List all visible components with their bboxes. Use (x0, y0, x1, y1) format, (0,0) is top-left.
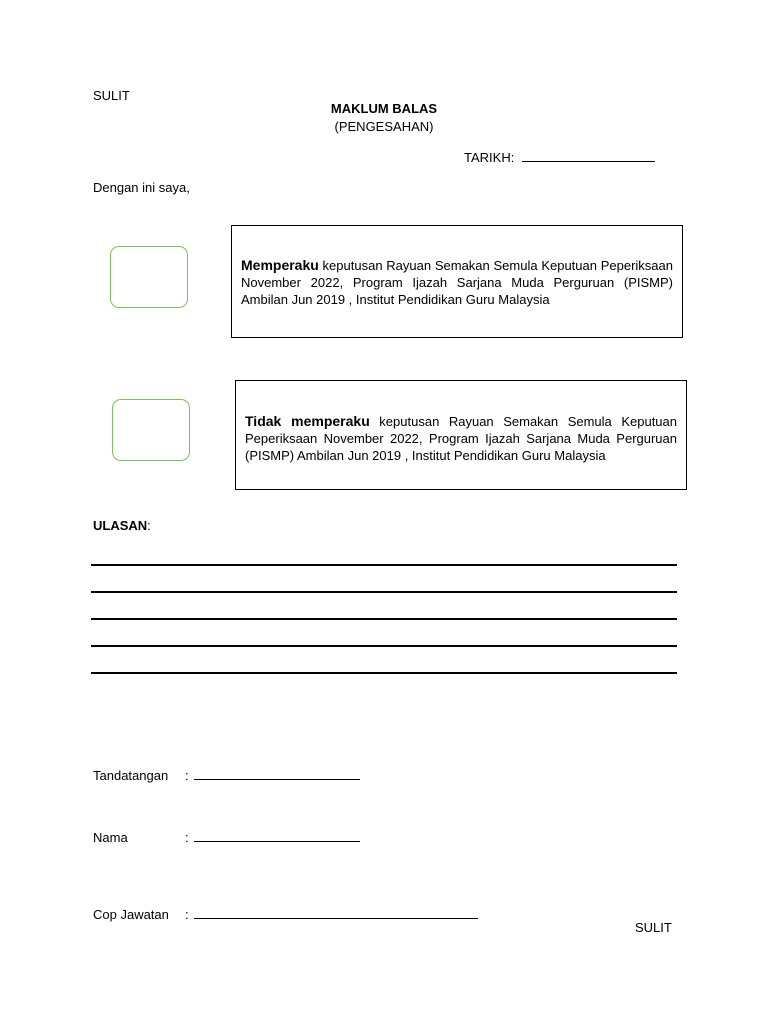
tidak-memperaku-checkbox[interactable] (112, 399, 190, 461)
date-row (464, 149, 655, 165)
comment-line[interactable] (91, 591, 677, 593)
tandatangan-label: Tandatangan (93, 768, 169, 783)
option-memperaku-text (241, 257, 673, 308)
tandatangan-row (93, 767, 360, 783)
form-subtitle: (PENGESAHAN) (334, 119, 434, 134)
intro-text: Dengan ini saya, (93, 180, 190, 195)
option-tidak-memperaku-box (235, 380, 687, 490)
option-memperaku-box (231, 225, 683, 338)
cop-jawatan-field[interactable] (194, 906, 478, 919)
option-tidak-memperaku-keyword: Tidak memperaku (245, 413, 370, 429)
comment-line[interactable] (91, 645, 677, 647)
ulasan-label (93, 518, 151, 533)
date-field[interactable] (522, 149, 655, 162)
ulasan-label-text: ULASAN (93, 518, 148, 533)
nama-row (93, 829, 360, 845)
option-memperaku-body: keputusan Rayuan Semakan Semula Keputuan Peperiksaan November 2022, Program Ijazah Sarjana Muda Perguruan (PISMP) Ambilan Jun 2019 , Institut Pendidikan Guru Malaysia (241, 258, 673, 307)
tandatangan-separator: : (185, 768, 189, 783)
classification-header: SULIT (93, 88, 130, 103)
date-label: TARIKH: (464, 150, 515, 165)
tandatangan-field[interactable] (194, 767, 360, 780)
nama-label: Nama (93, 830, 128, 845)
cop-jawatan-separator: : (185, 907, 189, 922)
option-tidak-memperaku-body: keputusan Rayuan Semakan Semula Keputuan Peperiksaan November 2022, Program Ijazah Sarjana Muda Perguruan (PISMP) Ambilan Jun 2019 , Institut Pendidikan Guru Malaysia (245, 414, 677, 463)
comment-line[interactable] (91, 618, 677, 620)
classification-footer: SULIT (635, 920, 672, 935)
form-title: MAKLUM BALAS (330, 101, 438, 116)
cop-jawatan-label: Cop Jawatan (93, 907, 169, 922)
memperaku-checkbox[interactable] (110, 246, 188, 308)
comment-line[interactable] (91, 564, 677, 566)
option-tidak-memperaku-text (245, 413, 677, 464)
nama-separator: : (185, 830, 189, 845)
cop-jawatan-row (93, 906, 478, 922)
nama-field[interactable] (194, 829, 360, 842)
ulasan-colon: : (147, 518, 151, 533)
option-memperaku-keyword: Memperaku (241, 257, 319, 273)
comment-line[interactable] (91, 672, 677, 674)
